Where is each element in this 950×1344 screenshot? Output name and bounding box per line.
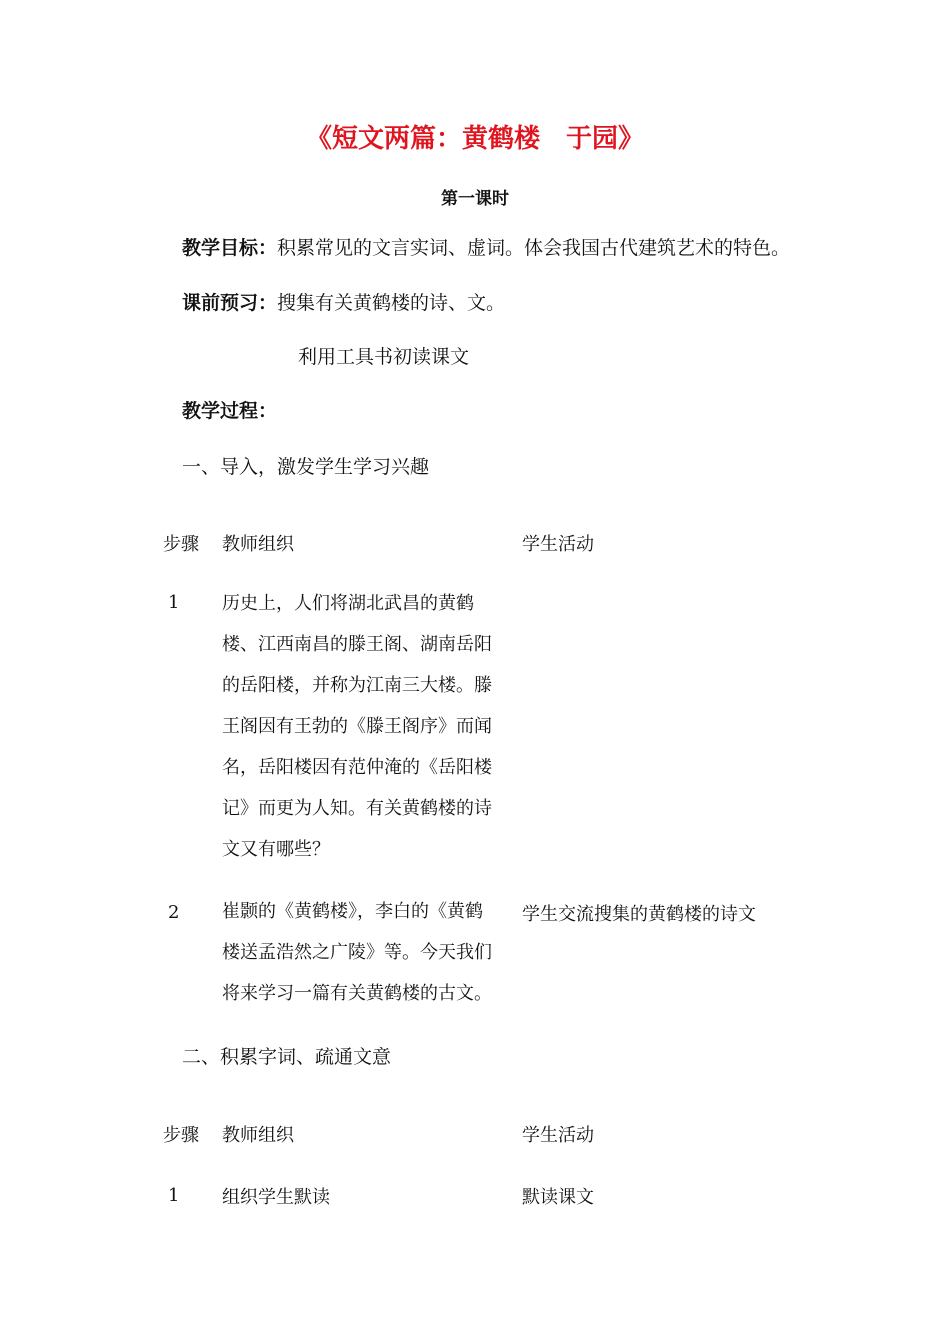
pre-class-preview-text-2: 利用工具书初读课文 [298, 346, 470, 368]
teacher-text-line: 名，岳阳楼因有范仲淹的《岳阳楼 [222, 757, 492, 778]
teaching-goals-text: 积累常见的文言实词、虚词。体会我国古代建筑艺术的特色。 [277, 237, 791, 259]
document-title: 《短文两篇：黄鹤楼 于园》 [305, 124, 644, 154]
lesson-period: 第一课时 [441, 189, 509, 209]
teacher-text-line: 崔颢的《黄鹤楼》，李白的《黄鹤 [222, 901, 483, 922]
row-teacher-organization: 组织学生默读 [222, 1187, 330, 1208]
row-step-number: 1 [168, 1185, 180, 1206]
table-header-student: 学生活动 [522, 1125, 594, 1146]
section-1-heading: 一、导入，激发学生学习兴趣 [182, 456, 430, 478]
teaching-goals-label: 教学目标： [182, 237, 278, 259]
teacher-text-line: 王阁因有王勃的《滕王阁序》而闻 [222, 716, 492, 737]
row-step-number: 1 [168, 592, 180, 613]
pre-class-preview [182, 288, 505, 315]
row-teacher-organization [222, 891, 514, 1014]
row-student-activity: 学生交流搜集的黄鹤楼的诗文 [522, 904, 756, 925]
table-header-step: 步骤 [163, 1125, 199, 1146]
pre-class-preview-label: 课前预习： [182, 292, 278, 314]
table-header-student: 学生活动 [522, 534, 594, 555]
teacher-text-line: 的岳阳楼，并称为江南三大楼。滕 [222, 675, 492, 696]
section-2-heading: 二、积累字词、疏通文意 [182, 1046, 392, 1068]
teaching-goals [182, 233, 790, 260]
row-step-number: 2 [168, 902, 180, 923]
table-header-teacher: 教师组织 [222, 1125, 294, 1146]
teacher-text-line: 楼、江西南昌的滕王阁、湖南岳阳 [222, 634, 492, 655]
teacher-text-line: 历史上，人们将湖北武昌的黄鹤 [222, 593, 474, 614]
teacher-text-line: 将来学习一篇有关黄鹤楼的古文。 [222, 983, 492, 1004]
row-student-activity: 默读课文 [522, 1187, 594, 1208]
row-teacher-organization [222, 583, 514, 870]
teaching-process-label: 教学过程： [182, 400, 278, 422]
table-header-teacher: 教师组织 [222, 534, 294, 555]
teacher-text-line: 文又有哪些？ [222, 839, 330, 860]
table-header-step: 步骤 [163, 534, 199, 555]
pre-class-preview-text: 搜集有关黄鹤楼的诗、文。 [277, 292, 506, 314]
teacher-text-line: 记》而更为人知。有关黄鹤楼的诗 [222, 798, 492, 819]
teacher-text-line: 楼送孟浩然之广陵》等。今天我们 [222, 942, 492, 963]
